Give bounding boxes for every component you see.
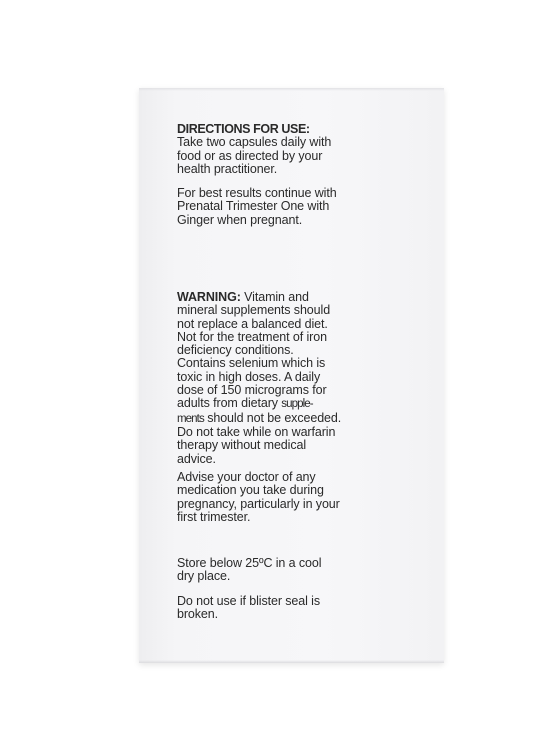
warning-dietary-line	[177, 397, 427, 411]
warning-line: advice.	[177, 451, 216, 466]
warning-line: Do not take while on warfarin	[177, 424, 336, 439]
advise-line: Advise your doctor of any	[177, 470, 316, 484]
storage-line: dry place.	[177, 569, 231, 584]
warning-first-line	[177, 291, 427, 304]
advise-line: medication you take during	[177, 483, 324, 498]
storage-line: Store below 25ºC in a cool	[177, 556, 322, 570]
best-results-line: For best results continue with	[177, 186, 337, 200]
warning-line: Not for the treatment of iron	[177, 329, 327, 344]
warning-dietary-hyphenated: supple-	[281, 398, 313, 411]
warning-section	[177, 291, 427, 466]
warning-line: deficiency conditions.	[177, 343, 294, 358]
warning-line: toxic in high doses. A daily	[177, 369, 321, 384]
advise-line: first trimester.	[177, 509, 251, 524]
best-results-line: Prenatal Trimester One with	[177, 199, 330, 214]
seal-line: broken.	[177, 607, 218, 622]
package-top-edge	[139, 88, 444, 91]
warning-first-line-text: Vitamin and	[240, 290, 309, 304]
directions-section	[177, 123, 427, 176]
directions-line: health practitioner.	[177, 161, 278, 176]
warning-ments-text: should not be exceeded.	[203, 410, 342, 425]
warning-line: dose of 150 micrograms for	[177, 383, 327, 398]
warning-dietary-text: adults from dietary	[177, 396, 282, 411]
storage-section	[177, 557, 427, 584]
warning-line: Contains selenium which is	[177, 356, 326, 371]
advise-line: pregnancy, particularly in your	[177, 496, 340, 511]
best-results-section	[177, 187, 427, 227]
directions-line: Take two capsules daily with	[177, 135, 332, 150]
directions-line: food or as directed by your	[177, 148, 323, 163]
warning-line: mineral supplements should	[177, 303, 331, 318]
advise-section	[177, 471, 427, 524]
package-bottom-edge	[139, 660, 444, 663]
seal-line: Do not use if blister seal is	[177, 594, 320, 608]
seal-section	[177, 595, 427, 622]
best-results-line: Ginger when pregnant.	[177, 212, 303, 227]
warning-label: WARNING:	[177, 290, 241, 304]
warning-line: not replace a balanced diet.	[177, 316, 328, 331]
warning-ments-line	[177, 412, 427, 426]
warning-ments-fragment: ments	[177, 412, 204, 425]
directions-heading: DIRECTIONS FOR USE:	[177, 122, 310, 136]
warning-line: therapy without medical	[177, 438, 307, 453]
